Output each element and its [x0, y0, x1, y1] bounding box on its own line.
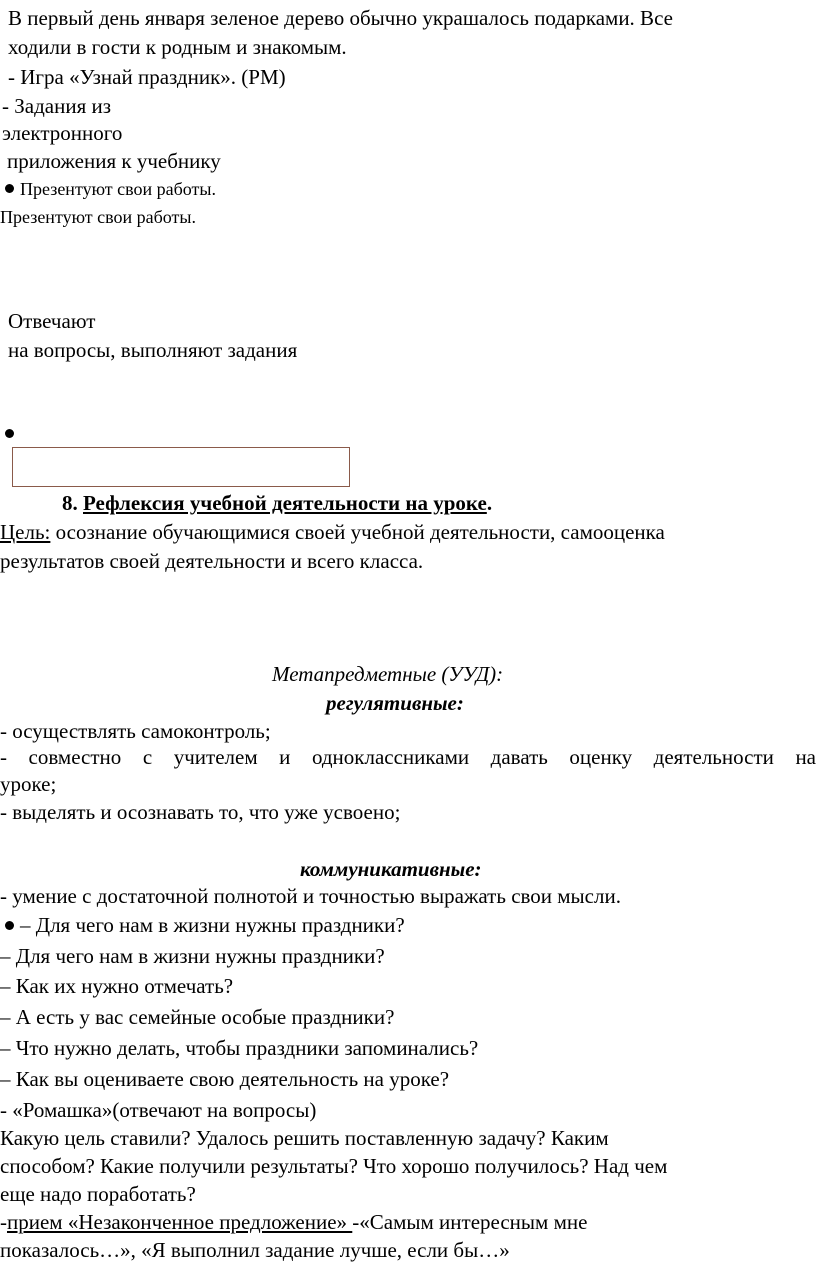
text-line: электронного	[2, 121, 123, 145]
text-line: ходили в гости к родным и знакомым.	[8, 35, 347, 59]
text-line: -прием «Незаконченное предложение» -«Самым интересным мне	[0, 1210, 588, 1234]
list-item: – А есть у вас семейные особые праздники?	[0, 1005, 395, 1029]
text-line: на вопросы, выполняют задания	[8, 338, 298, 362]
communicative-heading: коммуникативные:	[300, 857, 482, 881]
bullet-icon	[5, 921, 14, 930]
list-item	[5, 912, 405, 938]
text-line: - Игра «Узнай праздник». (РМ)	[8, 65, 286, 89]
text-line: еще надо поработать?	[0, 1182, 196, 1206]
list-item-label: – Для чего нам в жизни нужны праздники?	[20, 913, 405, 937]
text-line: приложения к учебнику	[7, 149, 221, 173]
list-item: - выделять и осознавать то, что уже усвоено;	[0, 800, 401, 824]
list-item: – Как их нужно отмечать?	[0, 974, 234, 998]
list-item	[5, 420, 20, 446]
regulative-heading: регулятивные:	[326, 691, 464, 715]
list-item	[5, 178, 216, 200]
list-item: – Как вы оцениваете свою деятельность на уроке?	[0, 1067, 450, 1091]
text-line: результатов своей деятельности и всего класса.	[0, 549, 424, 573]
text-line: Презентуют свои работы.	[0, 207, 197, 227]
list-item: – Для чего нам в жизни нужны праздники?	[0, 944, 385, 968]
bullet-icon	[5, 184, 14, 193]
goal-label: Цель:	[0, 520, 51, 544]
bullet-icon	[5, 429, 14, 438]
list-item: уроке;	[0, 772, 57, 796]
list-item: - осуществлять самоконтроль;	[0, 719, 271, 743]
text-line: способом? Какие получили результаты? Что хорошо получилось? Над чем	[0, 1154, 668, 1178]
text-line: В первый день января зеленое дерево обычно украшалось подарками. Все	[8, 6, 673, 30]
text-line: показалось…», «Я выполнил задание лучше, если бы…»	[0, 1238, 510, 1262]
uud-heading: Метапредметные (УУД):	[272, 662, 504, 686]
empty-frame	[12, 447, 350, 487]
goal-line: Цель: осознание обучающимися своей учебной деятельности, самооценка	[0, 520, 665, 544]
section-title: 8. Рефлексия учебной деятельности на уроке.	[62, 491, 493, 515]
list-item-label: Презентуют свои работы.	[20, 179, 217, 199]
text-line: Отвечают	[8, 309, 96, 333]
technique-name: прием «Незаконченное предложение»	[7, 1210, 353, 1234]
list-item: - умение с достаточной полнотой и точностью выражать свои мысли.	[0, 884, 621, 908]
text-line: - Задания из	[2, 94, 112, 118]
list-item: - «Ромашка»(отвечают на вопросы)	[0, 1098, 317, 1122]
text-line: Какую цель ставили? Удалось решить поставленную задачу? Каким	[0, 1126, 609, 1150]
list-item: – Что нужно делать, чтобы праздники запоминались?	[0, 1036, 479, 1060]
list-item: - совместно с учителем и одноклассниками давать оценку деятельности на	[0, 745, 816, 769]
